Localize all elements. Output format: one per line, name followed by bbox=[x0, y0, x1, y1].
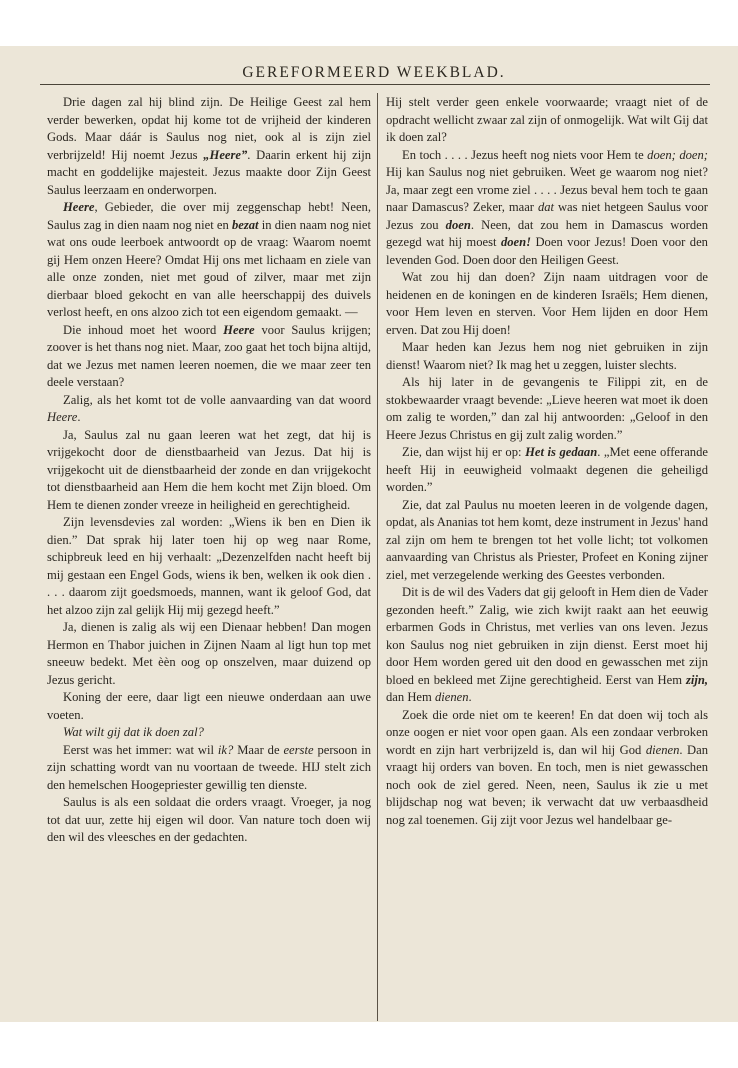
paragraph: Zoek die orde niet om te keeren! En dat doen wij toch als onze oogen er niet voor open gaan. Als een zondaar verbroken wordt en zijn hart verbrijzeld is, dan wil hij God dienen. Dan vraagt hij orders van boven. En toch, men is niet gewasschen noch ook de ziel gered. Neen, neen, Saulus ik zie u met blijdschap nog wat beven; ik verwacht dat uw verbaasdheid nog zal toenemen. Gij zijt voor Jezus wel handelbaar ge- bbox=[386, 707, 708, 827]
paragraph: En toch . . . . Jezus heeft nog niets voor Hem te doen; doen; Hij kan Saulus nog niet gebruiken. Weet ge waarom nog niet? Ja, maar zegt een vrome ziel . . . . Jezus beval hem toch te gaan naar Damascus? Zeker, maar dat was niet hetgeen Saulus voor Jezus zou doen. Neen, dat zou hem in Damascus worden gezegd wat hij moest doen! Doen voor Jezus! Doen voor den levenden God. Doen door den Heiligen Geest. bbox=[386, 147, 709, 267]
paragraph: Drie dagen zal hij blind zijn. De Heilige Geest zal hem verder bewerken, opdat hij kome tot de vrijheid der kinderen Gods. Maar dáár is Saulus nog niet, ook al is zijn ziel verbrijzeld! Hij noemt Jezus „Heere”. Daarin erkent hij zijn macht en goddelijke majesteit. Jezus maakte door Zijn Geest Saulus leerzaam en onderworpen. bbox=[47, 95, 371, 197]
paragraph: Zie, dat zal Paulus nu moeten leeren in de volgende dagen, opdat, als Ananias tot hem komt, deze instrument in Jezus' hand zal zijn om hem te brengen tot het volle licht; tot volkomen aanvaarding van Christus als Priester, Profeet en Koning zijner ziel, met verzegelende werking des Geestes verbonden. bbox=[386, 497, 708, 582]
paragraph: Ja, Saulus zal nu gaan leeren wat het zegt, dat hij is vrijgekocht door de dienstbaarheid van Jezus. Dat hij is vrijgekocht uit de dienstbaarheid der zonde en dan vrijgekocht tot dienstbaarheid aan Hem die hem kocht met Zijn bloed. Om Hem te dienen zonder vreeze in heiligheid en gerechtigheid. bbox=[47, 427, 371, 512]
newspaper-page bbox=[0, 46, 738, 1022]
paragraph: Heere, Gebieder, die over mij zeggenschap hebt! Neen, Saulus zag in dien naam nog niet en bezat in dien naam nog niet wat ons oude leerboek antwoordt op de vraag: Waarom noemt gij Hem onzen Heere? Omdat Hij ons met lichaam en ziele van alle onze zonden, niet met goud of zilver, maar met zijn dierbaar bloed gekocht en van alle heerschappij des duivels verlost heeft, en ons alzoo zich tot een eigendom gemaakt. — bbox=[47, 200, 371, 319]
paragraph: Wat wilt gij dat ik doen zal? bbox=[63, 725, 204, 739]
paragraph: Zie, dan wijst hij er op: Het is gedaan. „Met eene offerande heeft Hij in eeuwigheid volmaakt degenen die geheiligd worden.” bbox=[386, 445, 708, 494]
paragraph: Zalig, als het komt tot de volle aanvaarding van dat woord Heere. bbox=[47, 392, 371, 424]
column-divider bbox=[377, 93, 378, 1021]
paragraph: Als hij later in de gevangenis te Filippi zit, en de stokbewaarder vraagt bevende: „Lieve heeren wat moet ik doen om zalig te worden,” dan zal hij antwoorden: „Geloof in den Heere Jezus Christus en gij zult zalig worden.” bbox=[386, 375, 708, 442]
paragraph: Die inhoud moet het woord Heere voor Saulus krijgen; zoover is het thans nog niet. Maar, zoo gaat het toch bijna altijd, dat we Jezus met namen leeren noemen, die we maar zeer ten deele verstaan? bbox=[47, 322, 372, 389]
paragraph: Hij stelt verder geen enkele voorwaarde; vraagt niet of de opdracht wellicht zwaar zal zijn of onmogelijk. Wat wilt Gij dat ik doen zal? bbox=[386, 95, 708, 144]
paragraph: Zijn levensdevies zal worden: „Wiens ik ben en Dien ik dien.” Dat sprak hij later toen hij op weg naar Rome, schipbreuk leed en hij verhaalt: „Dezenzelfden nacht heeft bij mij gestaan een Engel Gods, wiens ik ben, welken ik ook dien . . . . daarom zijt goedsmoeds, mannen, want ik geloof God, dat het alzoo zijn zal gelijk Hij mij gezegd heeft.” bbox=[47, 515, 371, 617]
right-column bbox=[386, 94, 708, 829]
left-column bbox=[47, 94, 371, 847]
paragraph: Wat zou hij dan doen? Zijn naam uitdragen voor de heidenen en de koningen en de kinderen Israëls; Hem dienen, voor Hem leven en sterven. Voor Hem lijden en door Hem erven. Dat zou Hij doen! bbox=[386, 270, 708, 337]
paragraph: Ja, dienen is zalig als wij een Dienaar hebben! Dan mogen Hermon en Thabor juichen in Zijnen Naam al ligt hun top met sneeuw bedekt. Met èèn oog op onszelven, maar duizend op Jezus gericht. bbox=[47, 620, 371, 687]
paragraph: Saulus is als een soldaat die orders vraagt. Vroeger, ja nog tot dat uur, zette hij eigen wil door. Van nature toch doen wij den wil des vleesches en der gedachten. bbox=[47, 795, 371, 844]
paragraph: Eerst was het immer: wat wil ik? Maar de eerste persoon in zijn schatting wordt van nu voortaan de tweede. HIJ stelt zich den hemelschen Hoogepriester gewillig ten dienste. bbox=[47, 742, 372, 792]
paragraph: Koning der eere, daar ligt een nieuwe onderdaan aan uwe voeten. bbox=[47, 690, 371, 722]
header-rule bbox=[40, 84, 710, 85]
page-header: GEREFORMEERD WEEKBLAD. bbox=[242, 64, 506, 81]
paragraph: Dit is de wil des Vaders dat gij gelooft in Hem dien de Vader gezonden heeft.” Zalig, wie zich kwijt raakt aan het eeuwig erbarmen Gods in Christus, met verlies van ons leven. Jezus kon Saulus nog niet gebruiken in zijn dienst. Eerst moet hij door Hem worden gered uit den dood en gewasschen met zijn bloed en bekleed met Zijne gerechtigheid. Eerst van Hem zijn, dan Hem dienen. bbox=[386, 585, 708, 704]
paragraph: Maar heden kan Jezus hem nog niet gebruiken in zijn dienst! Waarom niet? Ik mag het u zeggen, luister slechts. bbox=[386, 340, 708, 372]
